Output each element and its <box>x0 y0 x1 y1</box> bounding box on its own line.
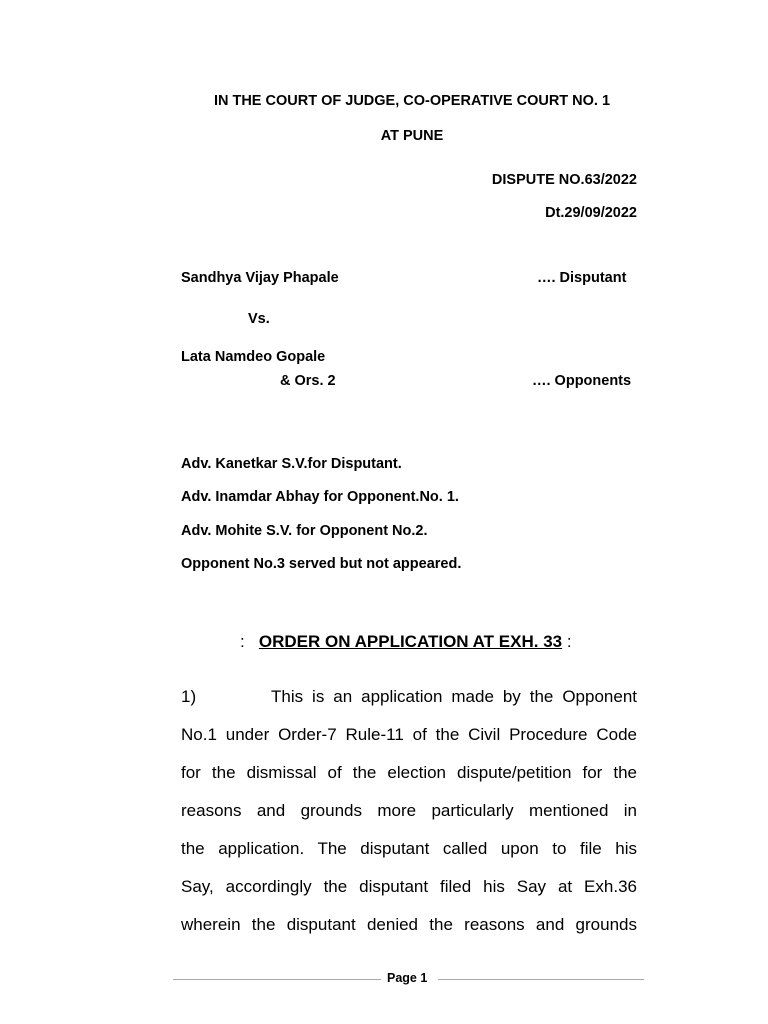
page-number: Page 1 <box>387 971 428 985</box>
advocate-line: Adv. Mohite S.V. for Opponent No.2. <box>181 523 428 539</box>
paragraph-line: 1) This is an application made by the Opponent <box>181 678 637 716</box>
disputant-role: …. Disputant <box>537 270 627 286</box>
opponent-role: …. Opponents <box>532 373 632 389</box>
opponent-others: & Ors. 2 <box>280 373 336 389</box>
paragraph-line: for the dismissal of the election dispute/petition for the <box>181 763 637 782</box>
paragraph-line: wherein the disputant denied the reasons and grounds <box>181 915 637 934</box>
court-place: AT PUNE <box>380 128 444 144</box>
dispute-date: Dt.29/09/2022 <box>545 205 637 221</box>
advocate-line: Adv. Inamdar Abhay for Opponent.No. 1. <box>181 489 459 505</box>
paragraph-line: No.1 under Order-7 Rule-11 of the Civil Procedure Code <box>181 725 637 744</box>
paragraph-number: 1) <box>181 687 197 706</box>
order-suffix: : <box>566 632 572 651</box>
paragraph-line: reasons and grounds more particularly mentioned in <box>181 801 637 820</box>
advocate-line: Opponent No.3 served but not appeared. <box>181 556 462 572</box>
court-title: IN THE COURT OF JUDGE, CO-OPERATIVE COURT NO. 1 <box>213 93 611 109</box>
disputant-name: Sandhya Vijay Phapale <box>181 270 339 286</box>
advocate-line: Adv. Kanetkar S.V.for Disputant. <box>181 456 402 472</box>
paragraph-line: Say, accordingly the disputant filed his Say at Exh.36 <box>181 877 637 896</box>
dispute-number: DISPUTE NO.63/2022 <box>491 172 637 188</box>
versus-label: Vs. <box>248 311 270 327</box>
opponent-name: Lata Namdeo Gopale <box>181 349 326 365</box>
footer-rule-right <box>438 979 644 980</box>
paragraph-line: the application. The disputant called upon to file his <box>181 839 637 858</box>
footer-rule-left <box>173 979 381 980</box>
order-heading <box>240 632 572 652</box>
order-prefix: : <box>240 632 245 651</box>
order-title: ORDER ON APPLICATION AT EXH. 33 <box>258 632 563 651</box>
paragraph-1 <box>181 678 637 944</box>
